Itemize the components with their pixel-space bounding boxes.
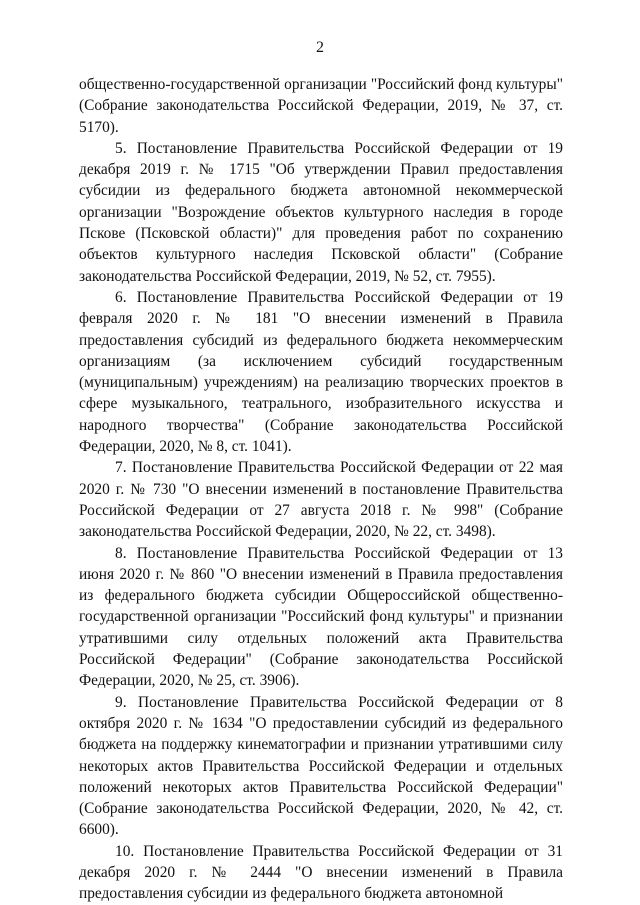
page-number: 2 <box>316 39 324 56</box>
paragraph-item-8: 8. Постановление Правительства Российской Федерации от 13 июня 2020 г. № 860 "О внесении изменений в Правила предоставления из федерального бюджета субсидии Общероссийской общественно-государственной организации "Российский фонд культуры" и признании утратившими силу отдельных положений акта Правительства Российской Федерации" (Собрание законодательства Российской Федерации, 2020, № 25, ст. 3906). <box>79 544 563 690</box>
paragraph-continuation: общественно-государственной организации "Российский фонд культуры" (Собрание законодательства Российской Федерации, 2019, № 37, ст. 5170). <box>79 76 563 136</box>
paragraph-item-6: 6. Постановление Правительства Российской Федерации от 19 февраля 2020 г. № 181 "О внесении изменений в Правила предоставления субсидий из федерального бюджета некоммерческим организациям (за исключением субсидий государственным (муниципальным) учреждениям) на реализацию творческих проектов в сфере музыкального, театрального, изобразительного искусства и народного творчества" (Собрание законодательства Российской Федерации, 2020, № 8, ст. 1041). <box>79 288 563 456</box>
paragraph-item-10: 10. Постановление Правительства Российской Федерации от 31 декабря 2020 г. № 2444 "О внесении изменений в Правила предоставления субсидии из федерального бюджета автономной <box>79 842 563 903</box>
paragraph-item-7: 7. Постановление Правительства Российской Федерации от 22 мая 2020 г. № 730 "О внесении изменений в постановление Правительства Российской Федерации от 27 августа 2018 г. № 998" (Собрание законодательства Российской Федерации, 2020, № 22, ст. 3498). <box>79 459 563 541</box>
paragraph-item-5: 5. Постановление Правительства Российской Федерации от 19 декабря 2019 г. № 1715 "Об утверждении Правил предоставления субсидии из федерального бюджета автономной некоммерческой организации "Возрождение объектов культурного наследия в городе Пскове (Псковской области)" для проведения работ по сохранению объектов культурного наследия Псковской области" (Собрание законодательства Российской Федерации, 2019, № 52, ст. 7955). <box>79 139 563 285</box>
document-body <box>79 74 563 905</box>
paragraph-item-9: 9. Постановление Правительства Российской Федерации от 8 октября 2020 г. № 1634 "О предоставлении субсидий из федерального бюджета на поддержку кинематографии и признании утратившими силу некоторых актов Правительства Российской Федерации и отдельных положений некоторых актов Правительства Российской Федерации" (Собрание законодательства Российской Федерации, 2020, № 42, ст. 6600). <box>79 693 563 839</box>
